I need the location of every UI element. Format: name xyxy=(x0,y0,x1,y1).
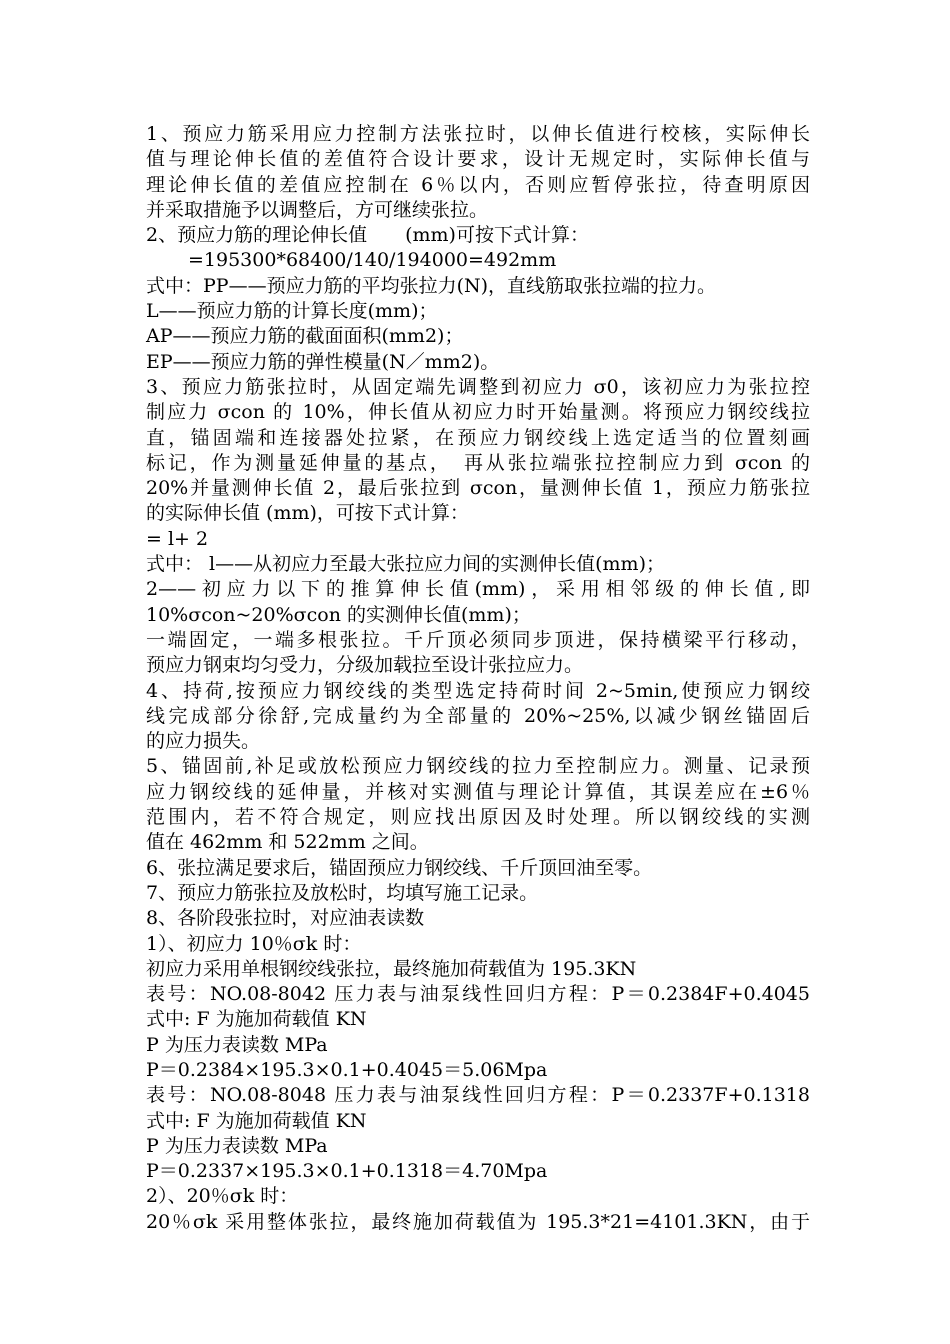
text-line: 预应力钢束均匀受力，分级加载拉至设计张拉应力。 xyxy=(146,654,584,677)
text-line: 范围内，若不符合规定，则应找出原因及时处理。所以钢绞线的实测 xyxy=(146,806,810,829)
text-line: 20％σk 采用整体张拉，最终施加荷载值为 195.3*21=4101.3KN，由于 xyxy=(146,1210,810,1233)
formula-line: P＝0.2337×195.3×0.1+0.1318＝4.70Mpa xyxy=(146,1160,548,1183)
text-line: 初应力采用单根钢绞线张拉，最终施加荷载值为 195.3KN xyxy=(146,957,637,980)
text-line: 2）、20％σk 时： xyxy=(146,1185,299,1208)
text-line: 3、预应力筋张拉时，从固定端先调整到初应力 σ0，该初应力为张拉控 xyxy=(146,375,810,398)
text-line: 值在 462mm 和 522mm 之间。 xyxy=(146,831,429,854)
formula-line: =195300*68400/140/194000=492mm xyxy=(188,249,557,272)
text-line: 直，锚固端和连接器处拉紧，在预应力钢绞线上选定适当的位置刻画 xyxy=(146,426,810,449)
text-line: 1）、初应力 10％σk 时： xyxy=(146,932,362,955)
document-body xyxy=(146,122,810,1235)
text-line: 4、持荷,按预应力钢绞线的类型选定持荷时间 2~5min,使预应力钢绞 xyxy=(146,679,810,702)
text-line: 7、预应力筋张拉及放松时，均填写施工记录。 xyxy=(146,881,539,904)
text-line: 制应力 σcon 的 10%，伸长值从初应力时开始量测。将预应力钢绞线拉 xyxy=(146,401,810,424)
text-line: AP——预应力筋的截面面积(mm2)； xyxy=(146,325,464,348)
text-line: 值与理论伸长值的差值符合设计要求，设计无规定时，实际伸长值与 xyxy=(146,148,810,171)
text-line: 并采取措施予以调整后，方可继续张拉。 xyxy=(146,198,489,221)
text-line: 线完成部分徐舒,完成量约为全部量的 20%~25%,以减少钢丝锚固后 xyxy=(146,704,810,727)
text-line: 1、预应力筋采用应力控制方法张拉时，以伸长值进行校核，实际伸长 xyxy=(146,123,810,145)
text-line: 表号：NO.08-8048 压力表与油泵线性回归方程：P＝0.2337F+0.1318 xyxy=(146,1084,810,1107)
text-line: EP——预应力筋的弹性模量(N／mm2)。 xyxy=(146,350,500,373)
text-line: 的实际伸长值 (mm)，可按下式计算： xyxy=(146,502,469,525)
text-line: 2——初应力以下的推算伸长值(mm)，采用相邻级的伸长值,即 xyxy=(146,578,810,601)
text-line: 20%并量测伸长值 2，最后张拉到 σcon，量测伸长值 1，预应力筋张拉 xyxy=(146,477,810,500)
text-line: 6、张拉满足要求后，锚固预应力钢绞线、千斤顶回油至零。 xyxy=(146,856,653,879)
text-line: 表号：NO.08-8042 压力表与油泵线性回归方程：P＝0.2384F+0.4045 xyxy=(146,983,810,1006)
text-line: 2、预应力筋的理论伸长值 (mm)可按下式计算： xyxy=(146,224,589,247)
text-line: 标记，作为测量延伸量的基点， 再从张拉端张拉控制应力到 σcon 的 xyxy=(146,451,810,474)
text-line: L——预应力筋的计算长度(mm)； xyxy=(146,300,438,323)
text-line: 式中： l——从初应力至最大张拉应力间的实测伸长值(mm)； xyxy=(146,553,665,576)
text-line: 一端固定，一端多根张拉。千斤顶必须同步顶进，保持横梁平行移动， xyxy=(146,628,810,651)
text-line: 10%σcon~20%σcon 的实测伸长值(mm)； xyxy=(146,603,531,626)
text-line: 8、各阶段张拉时，对应油表读数 xyxy=(146,907,425,930)
text-line: 理论伸长值的差值应控制在 6％以内，否则应暂停张拉，待查明原因 xyxy=(146,173,810,196)
text-line: 的应力损失。 xyxy=(146,730,261,753)
text-line: P 为压力表读数 MPa xyxy=(146,1033,328,1056)
text-line: 式中: F 为施加荷载值 KN xyxy=(146,1109,367,1132)
text-line: 5、锚固前,补足或放松预应力钢绞线的拉力至控制应力。测量、记录预 xyxy=(146,755,810,778)
text-line: 应力钢绞线的延伸量，并核对实测值与理论计算值，其误差应在±6％ xyxy=(146,780,810,803)
text-line: 式中：PP——预应力筋的平均张拉力(N)，直线筋取张拉端的拉力。 xyxy=(146,274,717,297)
text-line: P 为压力表读数 MPa xyxy=(146,1134,328,1157)
text-line: 式中: F 为施加荷载值 KN xyxy=(146,1008,367,1031)
formula-line: = l+ 2 xyxy=(146,527,209,550)
formula-line: P＝0.2384×195.3×0.1+0.4045＝5.06Mpa xyxy=(146,1058,548,1081)
